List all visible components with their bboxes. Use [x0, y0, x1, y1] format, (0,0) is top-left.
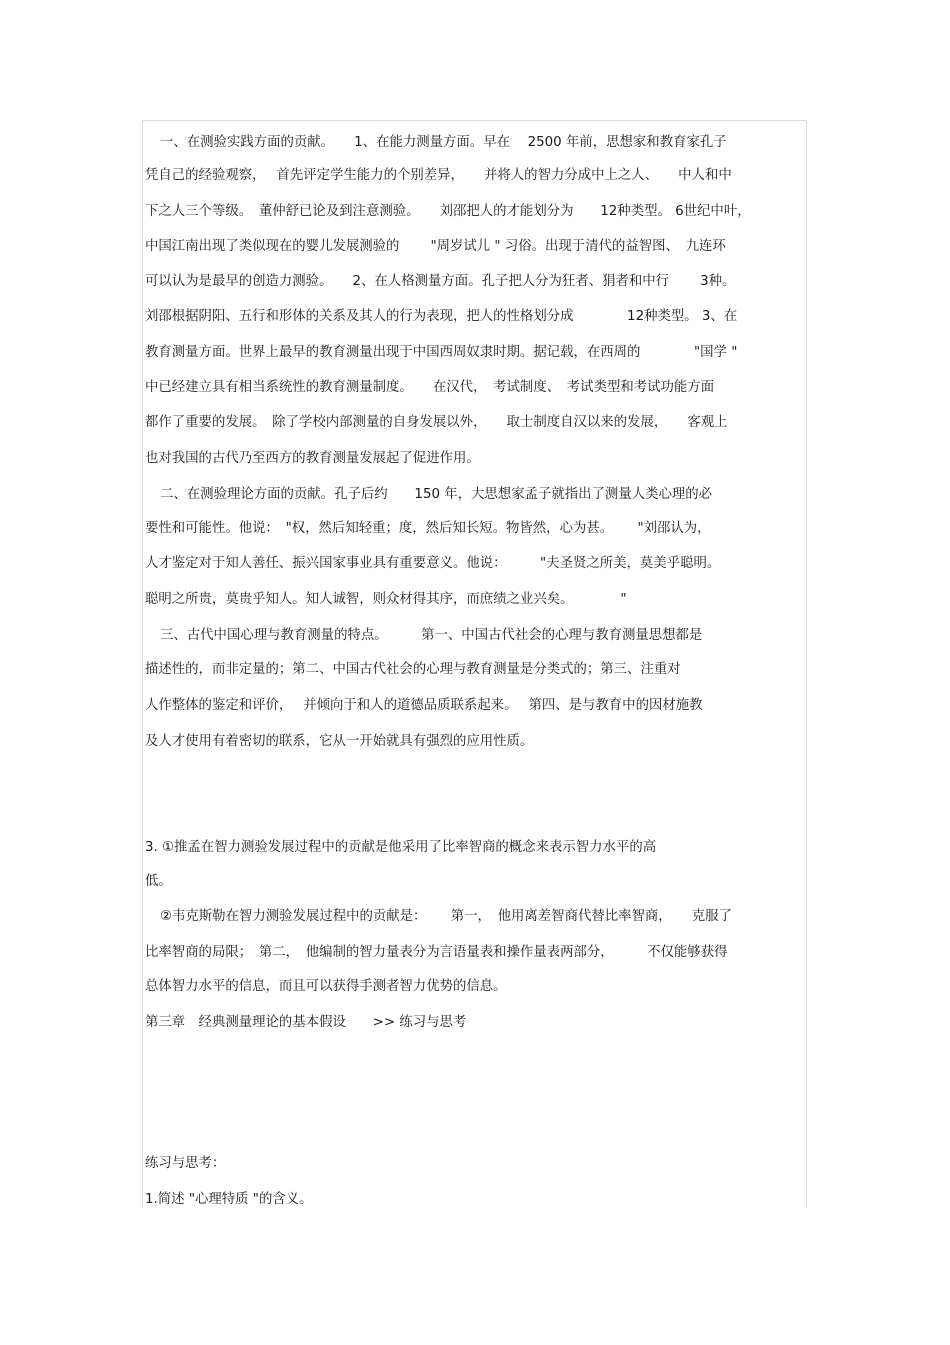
chapter-heading: 第三章 经典测量理论的基本假设 >> 练习与思考	[145, 1015, 467, 1030]
paragraph-line: 也对我国的古代乃至西方的教育测量发展起了促进作用。	[145, 451, 480, 466]
section-heading: 练习与思考：	[145, 1156, 226, 1171]
paragraph-line: 描述性的，而非定量的；第二、中国古代社会的心理与教育测量是分类式的；第三、注重对	[145, 662, 681, 677]
paragraph-line: 要性和可能性。他说： "权，然后知轻重；度，然后知长短。物皆然，心为甚。 "刘邵认为，	[145, 521, 711, 536]
paragraph-line: 中已经建立具有相当系统性的教育测量制度。 在汉代， 考试制度、 考试类型和考试功能方面	[145, 380, 715, 395]
paragraph-line: 中国江南出现了类似现在的婴儿发展测验的 "周岁试儿 " 习俗。出现于清代的益智图、 九连环	[145, 239, 726, 254]
paragraph-line: 都作了重要的发展。 除了学校内部测量的自身发展以外， 取士制度自汉以来的发展， 客观上	[145, 415, 728, 430]
paragraph-line: 下之人三个等级。 董仲舒已论及到注意测验。 刘邵把人的才能划分为 12种类型。 6世纪中叶，	[145, 204, 751, 219]
paragraph-line: 比率智商的局限； 第二， 他编制的智力量表分为言语量表和操作量表两部分， 不仅能够获得	[145, 945, 728, 960]
paragraph-line: 低。	[145, 874, 172, 889]
paragraph-line: 一、在测验实践方面的贡献。 1、在能力测量方面。早在 2500 年前，思想家和教育家孔子	[160, 135, 727, 150]
paragraph-line: 人才鉴定对于知人善任、振兴国家事业具有重要意义。他说： "夫圣贤之所美，莫美乎聪明。	[145, 556, 721, 571]
paragraph-line: ②韦克斯勒在智力测验发展过程中的贡献是： 第一， 他用离差智商代替比率智商， 克服了	[160, 909, 732, 924]
paragraph-line: 凭自己的经验观察， 首先评定学生能力的个别差异， 并将人的智力分成中上之人、 中人和中	[145, 168, 732, 183]
paragraph-line: 3. ①推孟在智力测验发展过程中的贡献是他采用了比率智商的概念来表示智力水平的高	[145, 840, 657, 855]
paragraph-line: 总体智力水平的信息，而且可以获得手测者智力优势的信息。	[145, 979, 507, 994]
paragraph-line: 人作整体的鉴定和评价， 并倾向于和人的道德品质联系起来。 第四、是与教育中的因材施教	[145, 698, 703, 713]
paragraph-line: 教育测量方面。世界上最早的教育测量出现于中国西周奴隶时期。据记载，在西周的 "国学 "	[145, 345, 738, 360]
paragraph-line: 可以认为是最早的创造力测验。 2、在人格测量方面。孔子把人分为狂者、狷者和中行 3种。	[145, 274, 736, 289]
paragraph-line: 及人才使用有着密切的联系，它从一开始就具有强烈的应用性质。	[145, 734, 534, 749]
paragraph-line: 聪明之所贵，莫贵乎知人。知人诚智，则众材得其序，而庶绩之业兴矣。 "	[145, 592, 627, 607]
question-item: 1.简述 "心理特质 "的含义。	[145, 1192, 313, 1207]
paragraph-line: 刘邵根据阴阳、五行和形体的关系及其人的行为表现，把人的性格划分成 12种类型。 3、在	[145, 309, 738, 324]
paragraph-line: 二、在测验理论方面的贡献。孔子后约 150 年，大思想家孟子就指出了测量人类心理的必	[160, 487, 713, 502]
paragraph-line: 三、古代中国心理与教育测量的特点。 第一、中国古代社会的心理与教育测量思想都是	[160, 628, 703, 643]
